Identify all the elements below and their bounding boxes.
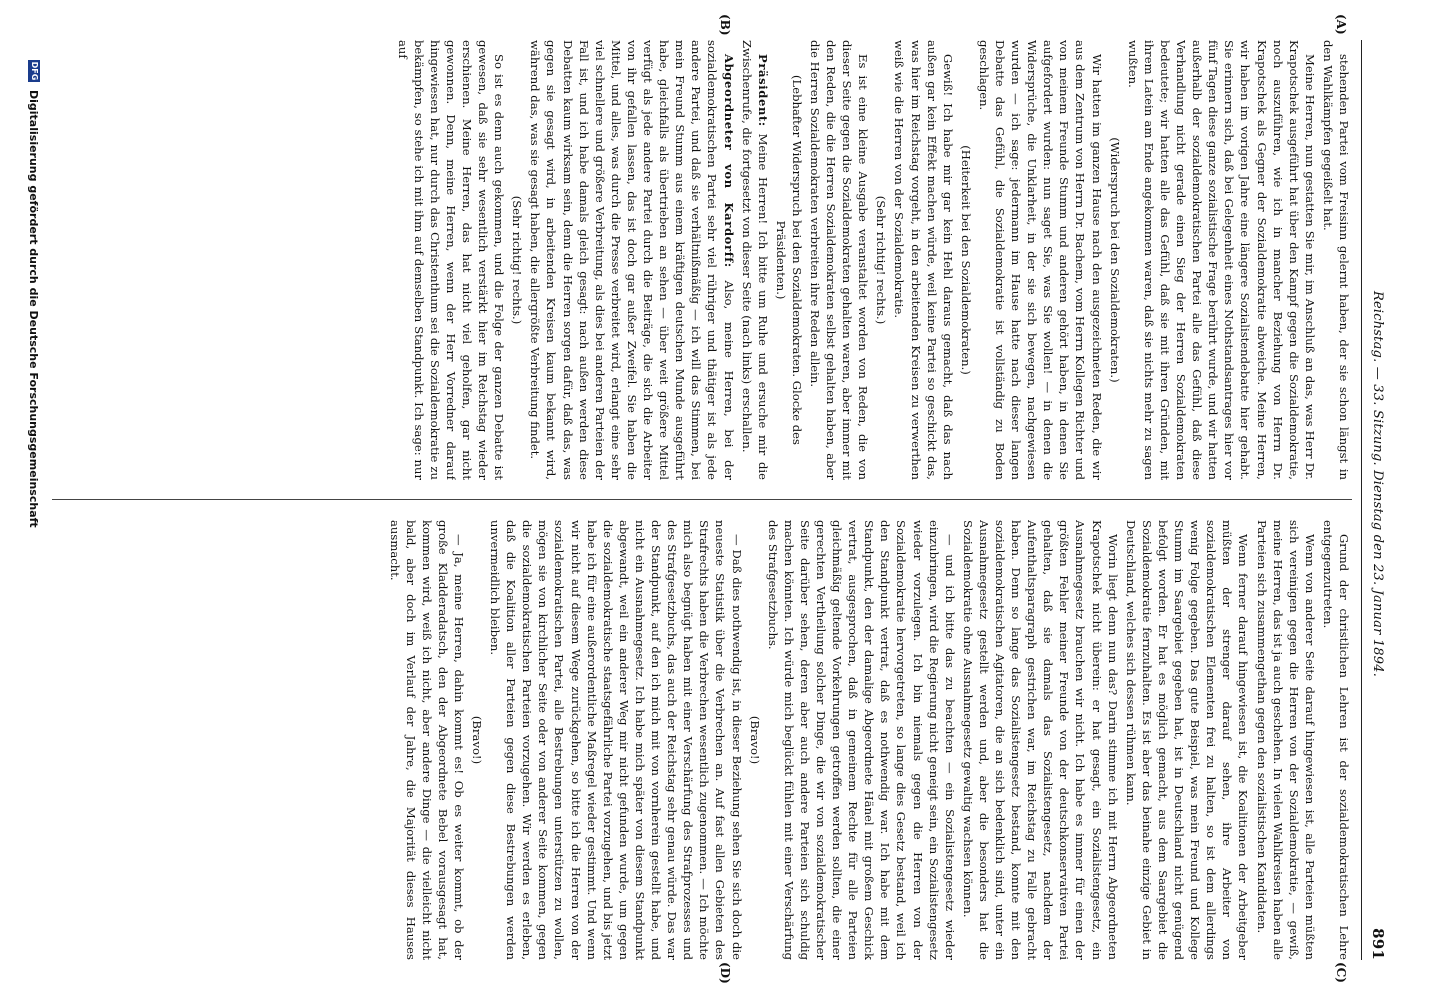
margin-marker-b: (B) [718,14,732,36]
paragraph: stehenden Partei vom Freisinn gelernt haben, der sie schon längst in den Wahlkämpfen gegeißelt hat. [1320,40,1351,480]
left-column [52,40,1352,480]
paragraph: Wir hatten im ganzen Hause nach den ausgezeichneten Reden, die wir aus dem Zentrum von Herrn Dr. Bachem, vom Herrn Kollegen Richter und von meinem Freunde Stumm und anderen gehört haben, in denen Sie aufgefordert wurden: nun saget Sie, was Sie wollen! — in denen die Widersprüche, die Unklarheit, in der sie sich bewegen, nachgewiesen wurden — ich sage: jedermann im Hause hatte nach dieser langen Debatte das Gefühl, die Sozialdemokratie ist vollständig zu Boden geschlagen. [976,40,1104,480]
paragraph: Grund der christlichen Lehren ist der sozialdemokratischen Lehre entgegenzutreten. [1320,520,1351,960]
header-rule [1361,40,1362,960]
margin-marker-c: (C) [1334,962,1348,983]
speaker-name: Abgeordneter von Kardorff: [721,54,736,268]
column-divider [52,499,1352,500]
paragraph: Meine Herren, nun gestatten Sie mir, im Anschluß an das, was Herr Dr. Krapotschek ausgeführt hat über den Kampf gegen die Sozialdemokratie, noch auszuführen, wie ich in mancher Beziehung von Herrn Dr. Krapotschek als Gegner der Sozialdemokratie abweiche. Meine Herren, wir haben im vorigen Jahre eine längere Sozialistendebatte hier gehabt. Sie erinnern sich, daß bei Gelegenheit eines Nothstandsantrages hier vor fünf Tagen diese ganze sozialistische Frage berührt wurde, und wir hatten außerhalb der sozialdemokratischen Partei alle das Gefühl, daß diese Verhandlung nicht gerade einen Sieg der Herren Sozialdemokraten bedeutete; wir hatten alle das Gefühl, daß sie mit ihren Gründen, mit ihrem Latein am Ende angekommen waren, daß sie nichts mehr zu sagen wußten. [1125,40,1317,480]
speaker-paragraph [739,40,771,480]
speaker-text: Meine Herren! Ich bitte um Ruhe und ersuche mir die Zwischenrufe, die fortgesetzt von dieser Seite (nach links) erschallen. [739,40,770,480]
speaker-name: Präsident: [755,54,770,127]
speaker-text: Also, meine Herren, bei der sozialdemokratischen Partei sehr viel rühriger und thätiger ist als jede andere Partei, und daß sie verhältnißmäßig — ich will das Stimmen, bei mein Freund Stumm aus einem kräftigen deutschen Munde ausgeführt habe, gleichfalls als übertrieben an sehen — über weit größere Mittel verfügt als jede andere Partei durch die Beiträge, die sich die Arbeiter von ihr gefallen lassen, das ist doch gar außer Zweifel. Sie haben die Mittel, und alles, was durch die Presse verbreitet wird, erlangt eine sehr viel schnellere und größere Verbreitung, als dies bei anderen Parteien der Fall ist, und ich habe damals gleich gesagt: nach außen werden diese Debatten kaum wirksam sein, denn die Herren sorgen dafür, daß das, was gegen sie gesagt wird, in arbeitenden Kreisen kaum bekannt wird, während das, was sie gesagt haben, die allergrößte Verbreitung findet. [528,40,736,480]
page-footer [24,60,44,940]
stage-remark: (Heiterkeit bei den Sozialdemokraten.) [958,145,973,375]
header-title: Reichstag. — 33. Sitzung. Dienstag den 23. Januar 1894. [1370,291,1386,678]
stage-remark: (Sehr richtig! rechts.) [510,195,525,325]
paragraph: — und ich bitte das zu beachten — ein Sozialistengesetz wieder einzubringen, wird die Regierung nicht geneigt sein, ein Sozialistengesetz wieder vorzulegen. Ich bin niemals gegen die Herren von der Sozialdemokratie hervorgetreten, so lange dies Gesetz bestand, weil ich den Standpunkt vertrat, daß es nothwendig war. Ich habe mit dem Standpunkt, den der damalige Abgeordnete Hänel mit großem Geschick vertrat, ausgesprochen, daß in gemeinem Rechte für alle Parteien gleichmäßig geltende Vorkehrungen getroffen werden sollten, die einer gerechten Vertheilung solcher Dinge, die wir von sozialdemokratischer Seite darüber sehen, deren aber auch andere Parteien sich schuldig machen könnten. Ich würde mich beglückt fühlen mit einer Verschärfung des Strafgesetzbuchs. [765,520,957,960]
paragraph: Es ist eine kleine Ausgabe veranstaltet worden von Reden, die von dieser Seite gegen die Sozialdemokraten gehalten waren, aber immer mit den Reden, die die Herren Sozialdemokraten selbst gehalten haben, aber die Herren Sozialdemokraten verbreiten ihre Reden allein. [808,40,871,480]
paragraph: Wenn ferner darauf hingewiesen ist, die Koalitionen der Arbeitgeber müßten der strenger darauf sehen, ihre Arbeiter von sozialdemokratischen Elementen frei zu halten, so ist dem allerdings wenig Folge gegeben. Das gute Beispiel, was mein Freund und Kollege Stumm im Saargebiet gegeben hat, ist in Deutschland nicht genügend befolgt worden. Er hat es möglich gemacht, aus dem Saargebiet die Sozialdemokratie fernzuhalten. Es ist aber das beinahe einzige Gebiet in Deutschland, welches sich dessen rühmen kann. [1123,520,1251,960]
paragraph: Wenn von anderer Seite darauf hingewiesen ist, alle Parteien müßten sich vereinigen gegen die Herren von der Sozialdemokratie, — gewiß, meine Herren, das ist ja auch geschehen. In vielen Wahlkreisen haben alle Parteien sich zusammengethan gegen den sozialistischen Kandidaten. [1254,520,1317,960]
paragraph: — Daß dies nothwendig ist, in dieser Beziehung sehen Sie sich doch die neueste Statistik über die Verbrechen an. Auf fast allen Gebieten des Strafrechts haben die Verbrechen wesentlich zugenommen. — Ich möchte mich also begnügt haben mit einer Verschärfung des Strafprozesses und des Strafgesetzbuchs, das auch der Reichstag sehr genau würde. Das war der Standpunkt, auf den ich mich mit von vornherein gestellt habe, und nicht ein Ausnahmegesetz. Ich habe mich später von diesem Standpunkt abgewandt, weil ein anderer Weg mir nicht gefunden wurde, um gegen die sozialdemokratische staatsgefährliche Partei vorzugehen, und bis jetzt habe ich für eine außerordentliche Maßregel wieder gestimmt. Und wenn wir nicht auf diesem Wege zurückgehen, so bitte ich die Herren von der sozialdemokratischen Partei, alle Bestrebungen unterstützen zu wollen, mögen sie von kirchlicher Seite oder von anderer Seite kommen, gegen die sozialdemokratischen Parteien vorzugehen. Wir werden es erleben, daß die Koalition aller Parteien gegen diese Bestrebungen werden unvermeidlich bleiben. [488,520,744,960]
stage-remark: (Bravo!) [747,715,762,765]
stage-remark: (Bravo!) [470,715,485,765]
dfg-logo-icon: DFG [30,61,39,81]
page-header [1364,40,1392,960]
paragraph: So ist es denn auch gekommen, und die Folge der ganzen Debatte ist gewesen, daß sie sehr wesentlich verstärkt hier im Reichstag wieder erschienen. Meine Herren, das hat nicht viel geholfen, gar nicht gewonnen. Denn, meine Herren, wenn der Herr Vorredner darauf hingewiesen hat, nur durch das Christenthum sei die Sozialdemokratie zu bekämpfen, so stehe ich mit ihm auf demselben Standpunkt. Ich sage: nur auf [395,40,507,480]
stage-remark: (Lebhafter Widerspruch bei den Sozialdemokraten. Glocke des Präsidenten.) [773,74,804,445]
margin-marker-a: (A) [1334,14,1348,35]
speaker-paragraph [527,40,736,480]
stage-remark: (Sehr richtig! rechts.) [874,195,889,325]
page-number: 891 [1369,928,1387,960]
margin-marker-d: (D) [718,962,732,984]
footer-text: Digitalisierung gefördert durch die Deutsche Forschungsgemeinschaft [27,90,41,528]
right-column [52,520,1352,960]
paragraph: Gewiß! Ich habe mir gar kein Hehl daraus gemacht, daß das nach außen gar kein Effekt machen würde, weil keine Partei so geschickt das, was hier im Reichstag vorgeht, in den arbeitenden Kreisen zu verwerthen weiß wie die Herren von der Sozialdemokratie. [892,40,955,480]
stage-remark: (Widerspruch bei den Sozialdemokraten.) [1107,137,1122,383]
paragraph: Worin liegt denn nun das? Darin stimme ich mit Herrn Abgeordneten Krapotschek nicht überein: er hat gesagt, ein Sozialistengesetz, ein Ausnahmegesetz brauchen wir nicht. Ich habe es immer für einen der größten Fehler meiner Freunde von der deutschkonservativen Partei gehalten, daß sie damals das Sozialistengesetz, nachdem der Aufenthaltsparagraph gestrichen war, im Reichstag zu Falle gebracht haben. Denn so lange das Sozialistengesetz bestand, konnte mit den sozialdemokratischen Agitatoren, die an sich bedenklich sind, unter ein Ausnahmegesetz gestellt werden und, aber die besonders hat die Sozialdemokratie ohne Ausnahmegesetz gewaltig wachsen können. [960,520,1120,960]
paragraph: — Ja, meine Herren, dahin kommt es! Ob es weiter kommt, ob der große Kladderadatsch, den der Abgeordnete Bebel vorausgesagt hat, kommen wird, weiß ich nicht, aber andere Dinge — die vielleicht nicht bald, aber doch im Verlauf der Jahre, die Majorität dieses Hauses ausmacht. [387,520,466,960]
